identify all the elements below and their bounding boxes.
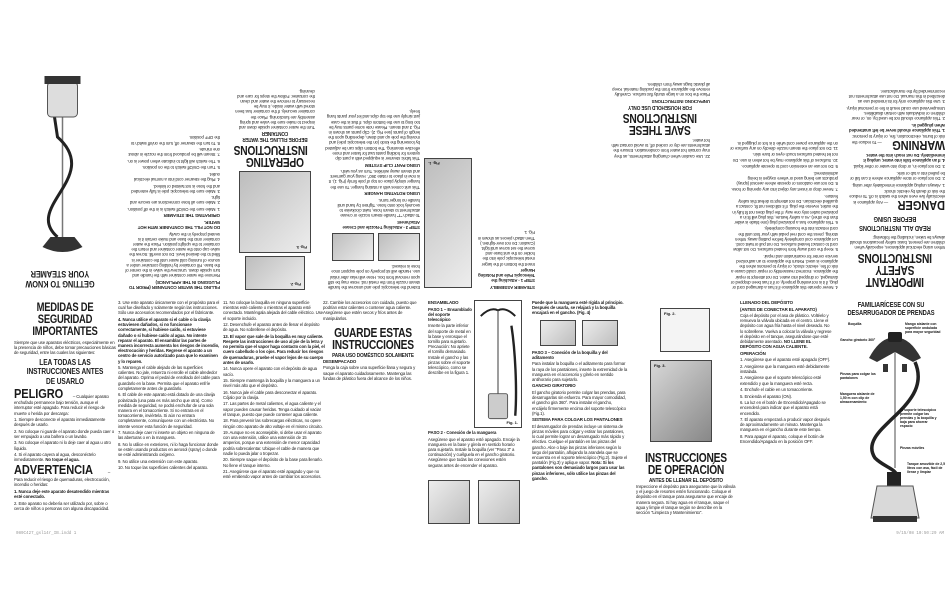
file-slug: 089C427_gsl14r_IB.indd 1 [16,532,77,536]
figure-2: Fig. 2. [660,308,710,352]
paso3-column: Puede que la manguera esté rígida al principio. Después de usarla, se relajará y la boquilla encajará en el gancho. (Fig. 4) PASO 3 – Conexión de la boquilla y del aditamento Para instalar la boquilla o el aditamento para formar la raya de los pantalones, inserte la extremidad de la manguera en el accesorio y gírelo en sentido antihorario para sujetarlo. GANCHO GIRATORIO El gancho giratorio permite colgar las prendas, para desarrugarlas sin esfuerzo. Para mayor comodidad, el gancho gira 360°. Para instalar el gancho, encájelo firmemente encima del soporte telescópico (Fig.1). SISTEMA PARA COLGAR LOS PANTALONES El desarrugador de prendas incluye un sistema de pinzas móviles para colgar y estirar los pantalones, lo cual permite lograr un desarrugado más rápido y efectivo. Cuelgue el pantalón en las pinzas del gancho. Alce o baje las pinzas inferiores según lo largo del pantalón, aflojando la arandela que se encuentra en el soporte telescópico (Fig.2). Sujete el pantalón (Fig.3) y aplique vapor. Nota: Si los pantalones son demasiado largos para usar las pinzas inferiores, sólo utilice las pinzas del gancho. [532,300,628,481]
hose-photo-2 [478,480,520,524]
steamer-diagram-upside-icon [10,67,115,267]
guarde-title: GUARDE ESTAS INSTRUCCIONES [332,325,414,352]
guarde-instrucciones-column: 22. Cambie los accesorios con cuidado, puesto que podrían estar calientes o contener agua caliente. Asegúrese que estén secos y fríos antes de manipularlos. GUARDE ESTAS INSTRUCCIONES PARA USO DOMÉSTICO SOLAMENTE DESEMPACADO Ponga la caja sobre una superficie llana y segura y saque el aparato cuidadosamente. Mantenga las fundas de plástico fuera del alcance de los niños. [323,300,417,381]
familiaricese-column [835,300,947,319]
spanish-safety-column-3: 11. No coloque la boquilla en ninguna superficie mientras esté caliente o mientras el aparato esté conectado. Manténgala alejada del cable eléctrico. Use el soporte incluido. 12. Desenchufe el aparato antes de llenar el depósito de agua. No sobrellene el depósito. 13. El vapor que sale de la boquilla es muy caliente. Respete las instrucciones de uso al pie de la letra y no permita que el vapor haga contacto con la piel, el cuero cabelludo o los ojos. Para reducir los riesgos de quemaduras, pruebe el vapor lejos de su cuerpo antes de usarlo. 14. Nunca opere el aparato con el depósito de agua vacío. 15. Siempre mantenga la boquilla y la manguera a un nivel más alto que el depósito. 16. Nunca jale el cable para desconectar el aparato. Cójalo por la clavija. 17. Las partes de metal calientes, el agua caliente y el vapor pueden causar heridas. Tenga cuidado al vaciar el tanque, puesto que puede contener agua caliente. 18. Para prevenir las sobrecargas eléctricas, no opere ningún otro aparato de alto voltaje en el mismo circuito. 19. Aunque no es aconsejable, si debe usar el aparato con una extensión, utilice una extensión de 15 amperios, porque una extensión de menor capacidad podría sobrecalentar. Ubique el cable de manera que nadie lo pueda jalar o tropezar. 20. Siempre saque el depósito de la base para llenarlo. No llene el tanque interno. 21. Asegúrese que el aparato esté apagado y que no esté emitiendo vapor antes de cambiar los accesorios. [223,300,325,480]
spanish-safety-column-1: MEDIDAS DE SEGURIDAD IMPORTANTES Siempre que use aparatos eléctricos, especialmente en la presencia de niños, debe tomar precauciones básicas de seguridad, entre las cuales las siguientes: LEA TODAS LAS INSTRUCCIONES ANTES DE USARLO PELIGRO – Cualquier aparato enchufado permanece bajo tensión, aunque el interruptor esté apagado. Para reducir el riesgo de muerte o herida por descarga: 1. Siempre desconecte el aparato inmediatamente después de usarlo. 2. No coloque ni guarde el aparato donde pueda caer o ser empujado a una bañera o un lavabo. 3. No coloque el aparato ni lo deje caer al agua u otro líquido. 4. Si el aparato cayera al agua, desconéctelo inmediatamente. No toque el agua. ADVERTENCIA – Para reducir el riesgo de quemaduras, electrocución, incendio o heridas: 1. Nunca deje este aparato desatendido mientras esté conectado. 2. Este aparato no debería ser utilizado por, sobre o cerca de niños o personas con alguna discapacidad. [14,302,116,511]
nozzle-photo-2 [582,320,618,346]
operating-instructions-column: Fig. 2. Fig. 3. OPERATING INSTRUCTIONS BEFORE FILLING THE WATER CONTAINER Turn the water container upside down and inspect to make sure the valve and spring assembly are functioning. Place the container securely. If the container has been stored with water inside, it may be necessary to remove the water and clean the container. Follow the steps for care and cleaning. [235,87,315,290]
instrucciones-operacion-column: INSTRUCCIONES DE OPERACIÓN ANTES DE LLENAR EL DEPÓSITO Inspeccione el depósito para asegurarse que la válvula y el juego de resortes estén funcionando. Coloque el depósito en el tanque para asegurarse que encaje de manera segura. Si hay agua en el tanque, saque el agua y limpie el tanque según se describe en la sección "Limpieza y Mantenimiento". [636,451,736,516]
familiaricese-title: FAMILIARÍCESE CON SU DESARRUGADOR DE PRENDAS [847,302,935,317]
nozzle-photo-2 [332,233,374,261]
ensamblado-column: ENSAMBLADO PASO 1 – Ensamblado del soporte telescópico Inserte la parte inferior del soporte de metal en la base y enrosque el tornillo para sujetarlo. Precaución: No apriete el tornillo demasiado. Instale el gancho y las pinzas sobre el soporte telescópico, como se describe en la figura 1. [428,300,472,376]
hose-photo-1 [428,480,470,524]
timestamp-slug: 9/15/08 10:50:29 AM [896,532,944,536]
figure-3: Fig. 3. [650,360,712,442]
spanish-pages: MEDIDAS DE SEGURIDAD IMPORTANTES Siempre que use aparatos eléctricos, especialmente en la presencia de niños, debe tomar precauciones básicas de seguridad, entre las cuales las siguientes: LEA TODAS LAS INSTRUCCIONES ANTES DE USARLO PELIGRO – Cualquier aparato enchufado permanece bajo tensión, aunque el interruptor esté apagado. Para reducir el riesgo de muerte o herida por descarga: 1. Siempre desconecte el aparato inmediatamente después de usarlo. 2. No coloque ni guarde el aparato donde pueda caer o ser empujado a una bañera o un lavabo. 3. No coloque el aparato ni lo deje caer al agua u otro líquido. 4. Si el aparato cayera al agua, desconéctelo inmediatamente. No toque el agua. ADVERTENCIA – Para reducir el riesgo de quemaduras, electrocución, incendio o heridas: 1. Nunca deje este aparato desatendido mientras esté conectado. 2. Este aparato no debería ser utilizado por, sobre o cerca de niños o personas con alguna discapacidad. 3. Use este aparato únicamente con el propósito para el cual fue diseñado y solamente según las instrucciones. Sólo use accesorios recomendados por el fabricante. 4. Nunca utilice el aparato si el cable o la clavija estuviesen dañados, si no funcionase correctamente, si hubiese caído, si estuviese dañado o si hubiese caído al agua. No intente reparar el aparato. El ensamblar las partes de manera incorrecta aumenta los riesgos de incendio, electrocución y heridas. Regrese el aparato a un centro de servicio autorizado para que lo examinen y lo reparen. 5. Mantenga el cable alejado de las superficies calientes. No jale, retuerza ni enrolle el cable alrededor del aparato. Oprima el pedal de enrollado del cable para guardarlo en la base. Permita que el aparato enfríe completamente antes de guardarlo. 6. El cable de este aparato está dotado de una clavija polarizada (una pata es más ancho que otra). Como medida de seguridad, se podrá enchufar de una sola manera en el tomacorriente. Si no entrara en el tomacorriente, inviértela. Si aún no entrara completamente, comuníquese con un electricista. No intente vencer esta función de seguridad. 7. Nunca deje caer ni inserte un objeto en ninguna de las aberturas o en la manguera. 8. No lo utilice en exteriores, ni lo haga funcionar donde se estén usando productos en aerosol (spray) o donde se esté administrando oxígeno. 9. No utilice una extensión con este aparato. 10. No toque las superficies calientes del aparato. 11. No coloque la boquilla en ninguna superficie mientras esté caliente o mientras el aparato esté conectado. Manténgala alejada del cable eléctrico. Use el soporte incluido. 12. Desenchufe el aparato antes de llenar el depósito de agua. No sobrellene el depósito. 13. El vapor que sale de la boquilla es muy caliente. Respete las instrucciones de uso al pie de la letra y no permita que el vapor haga contacto con la piel, el cuero cabelludo o los ojos. Para reducir los riesgos de quemaduras, pruebe el vapor lejos de su cuerpo antes de usarlo. 14. Nunca opere el aparato con el depósito de agua vacío. 15. Siempre mantenga la boquilla y la manguera a un nivel más alto que el depósito. 16. Nunca jale el cable para desconectar el aparato. Cójalo por la clavija. 17. Las partes de metal calientes, el agua caliente y el vapor pueden causar heridas. Tenga cuidado al vaciar el tanque, puesto que puede contener agua caliente. 18. Para prevenir las sobrecargas eléctricas, no opere ningún otro aparato de alto voltaje en el mismo circuito. 19. Aunque no es aconsejable, si debe usar el aparato con una extensión, utilice una extensión de 15 amperios, porque una extensión de menor capacidad podría sobrecalentar. Ubique el cable de manera que nadie lo pueda jalar o tropezar. 20. Siempre saque el depósito de la base para llenarlo. No llene el tanque interno. 21. Asegúrese que el aparato esté apagado y que no esté emitiendo vapor antes de cambiar los accesorios. 22. Cambie los accesorios con cuidado, puesto que podrían estar calientes o contener agua caliente. Asegúrese que estén secos y fríos antes de manipularlos. GUARDE ESTAS INSTRUCCIONES PARA USO DOMÉSTICO SOLAMENTE DESEMPACADO Ponga la caja sobre una superficie llana y segura y saque el aparato cuidadosamente. Mantenga las fundas de plástico fuera del alcance de los niños. ENSAMBLADO PASO 1 – Ensamblado del soporte telescópico Inserte la parte inferior del soporte de metal en la base y enrosque el tornillo para sujetarlo. Precaución: No apriete el tornillo demasiado. Instale el gancho y las pinzas sobre el soporte telescópico, como se describe en la figura 1. Fig. 1. PASO 2 - Conexión de la manguera Asegúrese que el aparato esté apagado. Encaje la manguera en la base y gírela en sentido horario para sujetarla. Instale la boquilla (ver "Paso 3" a continuación) y cuélguela en el gancho giratorio. Asegúrese que todas las conexiones estén seguras antes de encender el aparato. Puede que la manguera esté rígida al principio. Después de usarla, se relajará y la boquilla encajará en el gancho. (Fig. 4) PASO 3 – Conexión de la boquilla y del aditamento Para instalar la boquilla o el aditamento para formar la raya de los pantalones, inserte la extremidad de la manguera en el accesorio y gírelo en sentido antihorario para sujetarlo. GANCHO GIRATORIO El gancho giratorio permite colgar las prendas, para desarrugarlas sin esfuerzo. Para mayor comodidad, el gancho gira 360°. Para instalar el gancho, encájelo firmemente encima del soporte telescópico (Fig.1). SISTEMA PARA COLGAR LOS PANTALONES El desarrugador de prendas incluye un sistema de pinzas móviles para colgar y estirar los pantalones, lo cual permite lograr un desarrugado más rápido y efectivo. Cuelgue el pantalón en las pinzas del gancho. Alce o baje las pinzas inferiores según lo largo del pantalón, aflojando la arandela que se encuentra en el soporte telescópico (Fig.2). Sujete el pantalón (Fig.3) y aplique vapor. Nota: Si los pantalones son demasiado largos para usar las pinzas inferiores, sólo utilice las pinzas del gancho. Fig. 2. Fig. 3. INSTRUCCIONES DE OPERACIÓN ANTES DE LLENAR EL DEPÓSITO Inspeccione el depósito para asegurarse que la válvula y el juego de resortes estén funcionando. Coloque el depósito en el tanque para asegurarse que encaje de manera segura. Si hay agua en el tanque, saque el agua y limpie el tanque según se describe en la sección "Limpieza y Mantenimiento". LLENADO DEL DEPÓSITO (ANTES DE CONECTAR EL APARATO) Coja el depósito por el asa de plástico. Voltéelo y remueva la válvula ubicada en el centro. Llene el depósito con agua fría hasta el nivel deseado. No lo sobrellene. Vuelva a colocar la válvula y regrese el depósito en el tanque, asegurándose que esté debidamente asentado. NO LLENE EL DEPÓSITO CON AGUA CALIENTE. OPERACIÓN 1. Asegúrese que el aparato esté apagado (OFF). 2. Asegúrese que la manguera esté debidamente instalada. 3. Asegúrese que el soporte telescópico esté extendido y que la manguera esté recta. 4. Enchufe el cable en un tomacorriente. 5. Encienda el aparato (ON). 6. La luz en el botón de Encendido/Apagado se encenderá para indicar que el aparato está encendido. 7. El aparato empezará a producir vapor después de aproximadamente un minuto. Mantenga la manguera en el gancho durante este tiempo. 8. Para apagar el aparato, coloque el botón de Encendido/Apagado en la posición OFF. FAMILIARÍCESE CON SU DESARRUGADOR DE PRENDAS Boquilla Mango aislante con superficie ondulada para mayor seguridad Gancho giratorio 360° Pinzas para colgar los pantalones Manguera aislante de 1,50 m con clip de almacenamiento El soporte telescópico permite colgar las prendas y la boquilla y baja para ahorrar espacio Pinzas móviles Tanque amovible de 2,5 litros con asa, fácil de llenar y limpiar 089C427_gsl14r_IB.indd 1 9/15/08 10:50:29 AM [14,300,945,536]
figure-1: Fig. 1. [474,300,522,428]
llenado-operacion-column: LLENADO DEL DEPÓSITO (ANTES DE CONECTAR EL APARATO) Coja el depósito por el asa de plástico. Voltéelo y remueva la válvula ubicada en el centro. Llene el depósito con agua fría hasta el nivel deseado. No lo sobrellene. Vuelva a colocar la válvula y regrese el depósito en el tanque, asegurándose que esté debidamente asentado. NO LLENE EL DEPÓSITO CON AGUA CALIENTE. OPERACIÓN 1. Asegúrese que el aparato esté apagado (OFF). 2. Asegúrese que la manguera esté debidamente instalada. 3. Asegúrese que el soporte telescópico esté extendido y que la manguera esté recta. 4. Enchufe el cable en un tomacorriente. 5. Encienda el aparato (ON). 6. La luz en el botón de Encendido/Apagado se encenderá para indicar que el aparato está encendido. 7. El aparato empezará a producir vapor después de aproximadamente un minuto. Mantenga la manguera en el gancho durante este tiempo. 8. Para apagar el aparato, coloque el botón de Encendido/Apagado en la posición OFF. [740,300,832,445]
assembly-column: STEAMER ASSEMBLY STEP 1 - Attaching the Telescopic Pole and Rotating Hanger Insert the bottom of the larger metal telescopic pole into the holder on the unit base and screw the set screw until tight. (Caution: Do not over-tighten.) Then attach pieces as shown in Fig. 1. [477,230,535,290]
filling-operating-column: FILLING THE WATER CONTAINER (PRIOR TO PLUGGING IN THE APPLIANCE) Remove the water container with the handle and turn upside down. Unscrew the valve in the center of the base. Fill container by holding container under a source of running cold water until the container is filled to the desired level. Do not overfill. Screw the valve cap onto the water container and return the container to the upright position. Place the water container onto the base and make certain it is seated properly in the cavity. DO NOT FILL THE CONTAINER WITH HOT WATER. OPERATING THE STEAMER 1. Make sure the On/Off switch is in the off position. 2. Make sure all hose connections are secure and tight. 3. Make sure the telescopic pole is fully extended and the hose is not twisted or kinked. 4. Plug the steamer cord into a normal electrical outlet. 5. Turn the On/Off switch to the on position. 6. The switch will light to indicate when power is on. 7. Steam will be produced from the nozzle in about one minute. 8. To turn the steamer off, turn the on/off switch to the OFF position. [125,135,220,290]
figure-1-upside: Fig. 1. [424,158,472,288]
nozzle-photo [378,233,420,261]
safety-title: IMPORTANT SAFETY INSTRUCTIONS [858,251,932,289]
figure-2-upside: Fig. 2. [245,256,305,290]
figure-3-upside: Fig. 3. [239,171,311,253]
assembly-steps-column: Extend the telescopic pole and unscrew the handle steam nozzle from the metal rod. Hose may be stiff upon removal from box. Hose will relax after initial use. Handle will sit properly on pole support once hose is relaxed. STEP 3 - Attaching T-Nozzle and Crease Attachment To attach "T" handle steam nozzle or crease attachment to steam hose, twist clockwise to securely lock onto hose. Tighten by hand until handle no longer turns. USING ROTATING HANGER This unit comes with a rotating hanger. To use the hanger simply place on top of pole firmly (Fig. 1). It is now in place to rotate 360°. Hang your garment and steam away wrinkles. Turn as you wish. USING PANT CLIP SYSTEM This fabric steamer is equipped with a pant clip system for holding pants taut for faster and more effective steaming. The bottom clips can be adjusted by loosening the knob (on the telescopic pole) and moving the pole up and down, depending upon the length of pants (see Fig. 2). Clip pants as shown in Fig. 3 and steam. Please note some pants may be too long to use the bottom clips. If that is the case just simply use the top clips and let your pants hang freely. [325,109,420,290]
spanish-safety-column-2: 3. Use este aparato únicamente con el propósito para el cual fue diseñado y solamente según las instrucciones. Sólo use accesorios recomendados por el fabricante. 4. Nunca utilice el aparato si el cable o la clavija estuviesen dañados, si no funcionase correctamente, si hubiese caído, si estuviese dañado o si hubiese caído al agua. No intente reparar el aparato. El ensamblar las partes de manera incorrecta aumenta los riesgos de incendio, electrocución y heridas. Regrese el aparato a un centro de servicio autorizado para que lo examinen y lo reparen. 5. Mantenga el cable alejado de las superficies calientes. No jale, retuerza ni enrolle el cable alrededor del aparato. Oprima el pedal de enrollado del cable para guardarlo en la base. Permita que el aparato enfríe completamente antes de guardarlo. 6. El cable de este aparato está dotado de una clavija polarizada (una pata es más ancho que otra). Como medida de seguridad, se podrá enchufar de una sola manera en el tomacorriente. Si no entrara en el tomacorriente, inviértela. Si aún no entrara completamente, comuníquese con un electricista. No intente vencer esta función de seguridad. 7. Nunca deje caer ni inserte un objeto en ninguna de las aberturas o en la manguera. 8. No lo utilice en exteriores, ni lo haga funcionar donde se estén usando productos en aerosol (spray) o donde se esté administrando oxígeno. 9. No utilice una extensión con este aparato. 10. No toque las superficies calientes del aparato. [118,300,220,471]
paso2-block: PASO 2 - Conexión de la manguera Asegúrese que el aparato esté apagado. Encaje la manguera en la base y gírela en sentido horario para sujetarla. Instale la boquilla (ver "Paso 3" a continuación) y cuélguela en el gancho giratorio. Asegúrese que todas las conexiones estén seguras antes de encender el aparato. [428,430,520,468]
save-instructions-column: 22. Use caution when changing attachments, as they may contain hot water from condensation. Ensure the attachments are dry or cooled off, to avoid contact with hot water. SAVE THESE INSTRUCTIONS FOR HOUSEHOLD USE ONLY UNPACKING INSTRUCTIONS Place the box on a large sturdy flat surface. Carefully remove the appliance from the packing material. Keep all plastic bags away from children. [611,81,710,159]
steamer-assembled-icon [475,301,521,427]
english-pages-upside-down [0,0,950,300]
advertencia-label: ADVERTENCIA [14,461,93,477]
safety-column-2: 4. Never operate this appliance if it has a damaged cord or plug, if it is not working properly, or if it has been dropped or damaged, or dropped into water. Do not attempt to repair the appliance. Incorrect reassembly or repair could cause a risk of fire, electric shock, or injury to persons when the appliance is used. Return the appliance to an authorized service center for examination and repair. 5. Keep the cord away from heated surfaces. Do not allow cord to contact heated surfaces. Do not pull or twist cord. Let appliance cool completely before putting away. When storing, press the cord reel pedal with your foot until the cord retracts into the housing completely. 6. This appliance has a polarized plug (one blade is wider than the other). As a safety feature, this plug will fit in a polarized outlet only one way. If the plug does not fit fully in the outlet, reverse the plug. If it still does not fit, contact a qualified electrician. Do not attempt to defeat this safety feature. 7. Never drop or insert any object into any opening or hose. 8. Do not use outdoors or operate where aerosol (spray) products are being used or where oxygen is being administered. 9. Do not use an extension cord to operate appliance. 10. Surfaces of this appliance may be hot when in use. Do not let heated surfaces touch eyes or bare skin. 11. Do not place the steam nozzle directly on any surface or on the appliance power cord while it is hot or plugged in. [730,140,838,290]
nozzle-photo-1 [540,320,576,346]
medidas-title: MEDIDAS DE SEGURIDAD IMPORTANTES [32,302,98,338]
safety-column-1: IMPORTANT SAFETY INSTRUCTIONS When using electrical appliances, especially when children are present, basic safety precautions should always be taken, including the following: READ ALL INSTRUCTIONS BEFORE USING DANGER — Any appliance is electrically live even when the switch is off. To reduce the risk of death by electric shock: 1. Always unplug appliance immediately after using. 2. Do not place or store appliance where it can fall or be pulled into a tub or sink. 3. Do not place in, or drop into water or other liquid. 4. If an appliance falls into water, unplug it immediately. Do not reach into the water. WARNING — To reduce the risk of burns, electrocution, fire, or injury to persons: 1. This appliance should never be left unattended when plugged in. 2. This appliance should not be used by, on, or near children or individuals with certain disabilities. Unsupervised use could result in fire or personal injury. 3. Use this appliance only for its intended use as described in this manual. Do not use attachments not recommended by the manufacturer. [846,88,945,289]
operacion-title: INSTRUCCIONES DE OPERACIÓN [645,451,727,477]
getting-to-know-column: GETTING TO KNOW YOUR STEAMER [5,66,115,290]
peligro-label: PELIGRO [14,386,64,402]
